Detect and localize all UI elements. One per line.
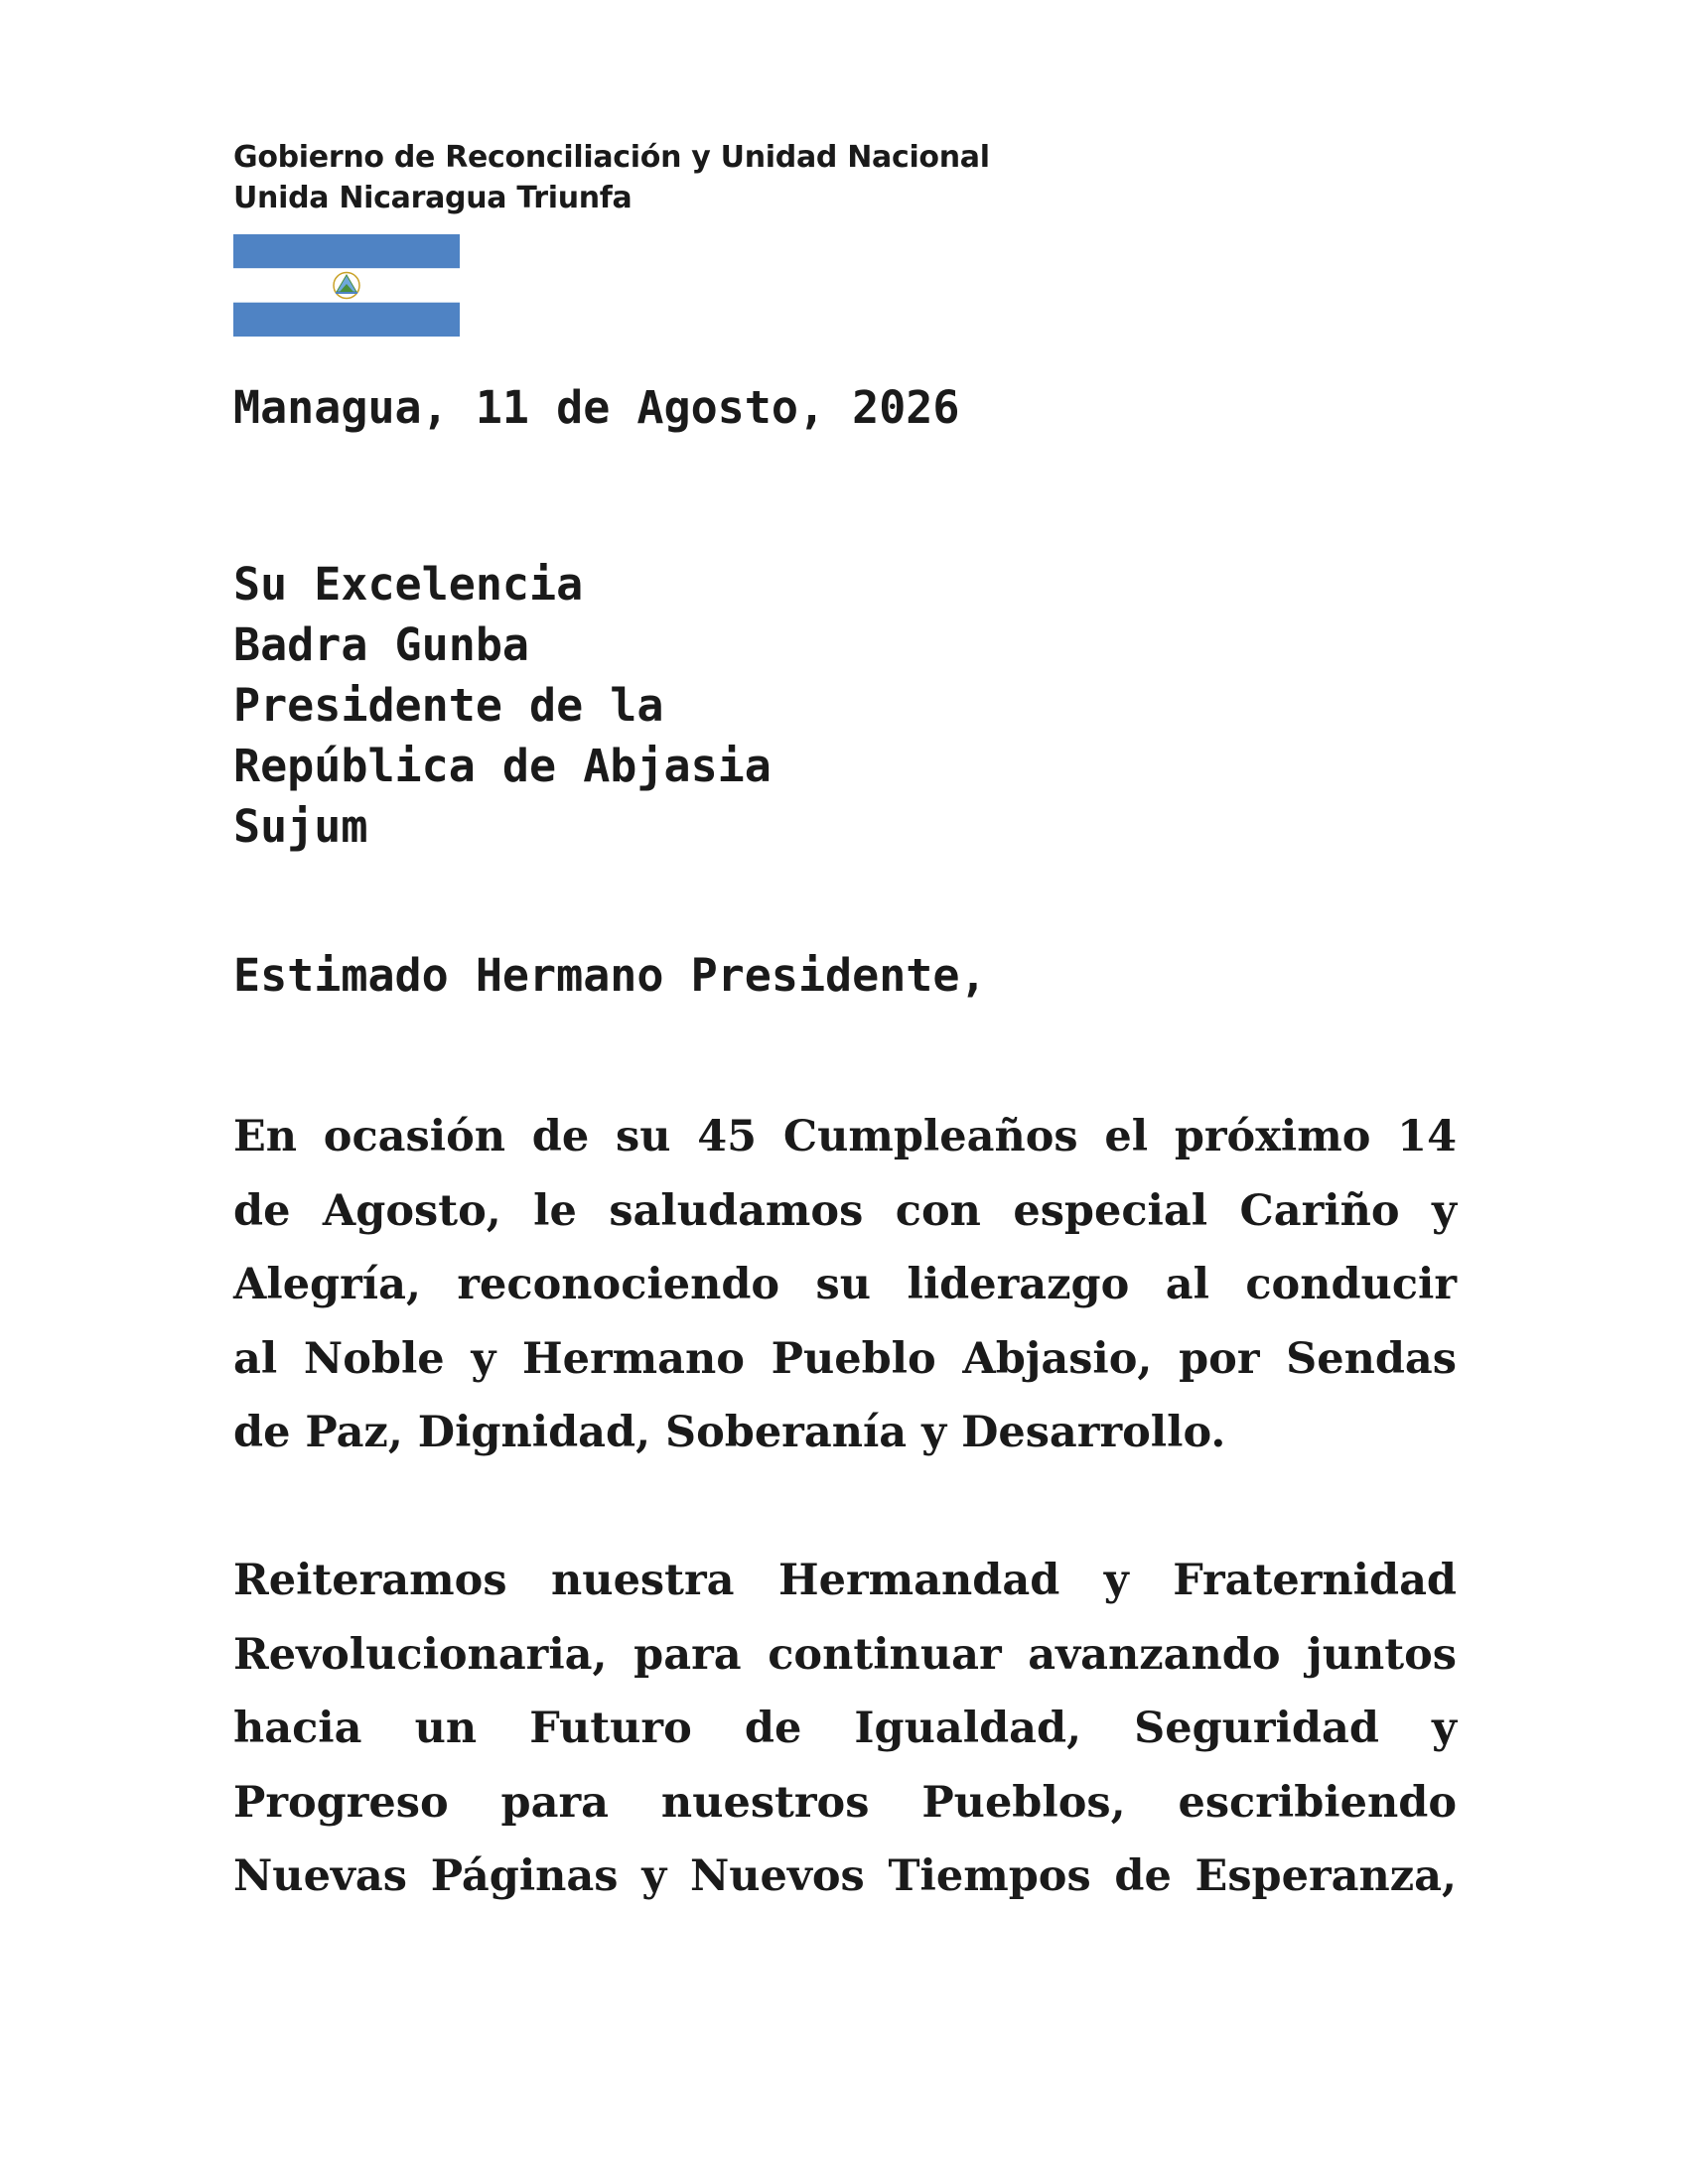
body-paragraph-1	[233, 1100, 1457, 1470]
body-paragraph-2	[233, 1544, 1457, 1914]
paragraph-line: Nuevas Páginas y Nuevos Tiempos de Esperanza,	[233, 1851, 1457, 1901]
recipient-name: Badra Gunba	[233, 618, 530, 671]
letterhead-government-name: Gobierno de Reconciliación y Unidad Nacional	[233, 140, 990, 175]
paragraph-line: Alegría, reconociendo su liderazgo al conducir	[233, 1260, 1457, 1309]
recipient-country: República de Abjasia	[233, 740, 772, 792]
paragraph-line: al Noble y Hermano Pueblo Abjasio, por Sendas	[233, 1333, 1457, 1384]
paragraph-line: Revolucionaria, para continuar avanzando juntos	[233, 1629, 1457, 1680]
paragraph-line: En ocasión de su 45 Cumpleaños el próximo 14	[233, 1112, 1457, 1161]
paragraph-line: Reiteramos nuestra Hermandad y Fraternidad	[233, 1556, 1457, 1605]
paragraph-line: Progreso para nuestros Pueblos, escribiendo	[233, 1777, 1457, 1828]
letterhead	[233, 137, 990, 218]
paragraph-line: de Agosto, le saludamos con especial Cariño y	[233, 1185, 1457, 1236]
recipient-title: Presidente de la	[233, 679, 664, 732]
date-line: Managua, 11 de Agosto, 2026	[233, 381, 960, 434]
paragraph-line: de Paz, Dignidad, Soberanía y Desarrollo.	[233, 1408, 1226, 1457]
recipient-honorific: Su Excelencia	[233, 558, 584, 611]
salutation: Estimado Hermano Presidente,	[233, 949, 987, 1002]
paragraph-line: hacia un Futuro de Igualdad, Seguridad y	[233, 1704, 1457, 1753]
nicaragua-flag-icon	[233, 234, 460, 337]
letterhead-slogan: Unida Nicaragua Triunfa	[233, 181, 633, 215]
recipient-block	[233, 554, 772, 857]
recipient-city: Sujum	[233, 800, 368, 853]
